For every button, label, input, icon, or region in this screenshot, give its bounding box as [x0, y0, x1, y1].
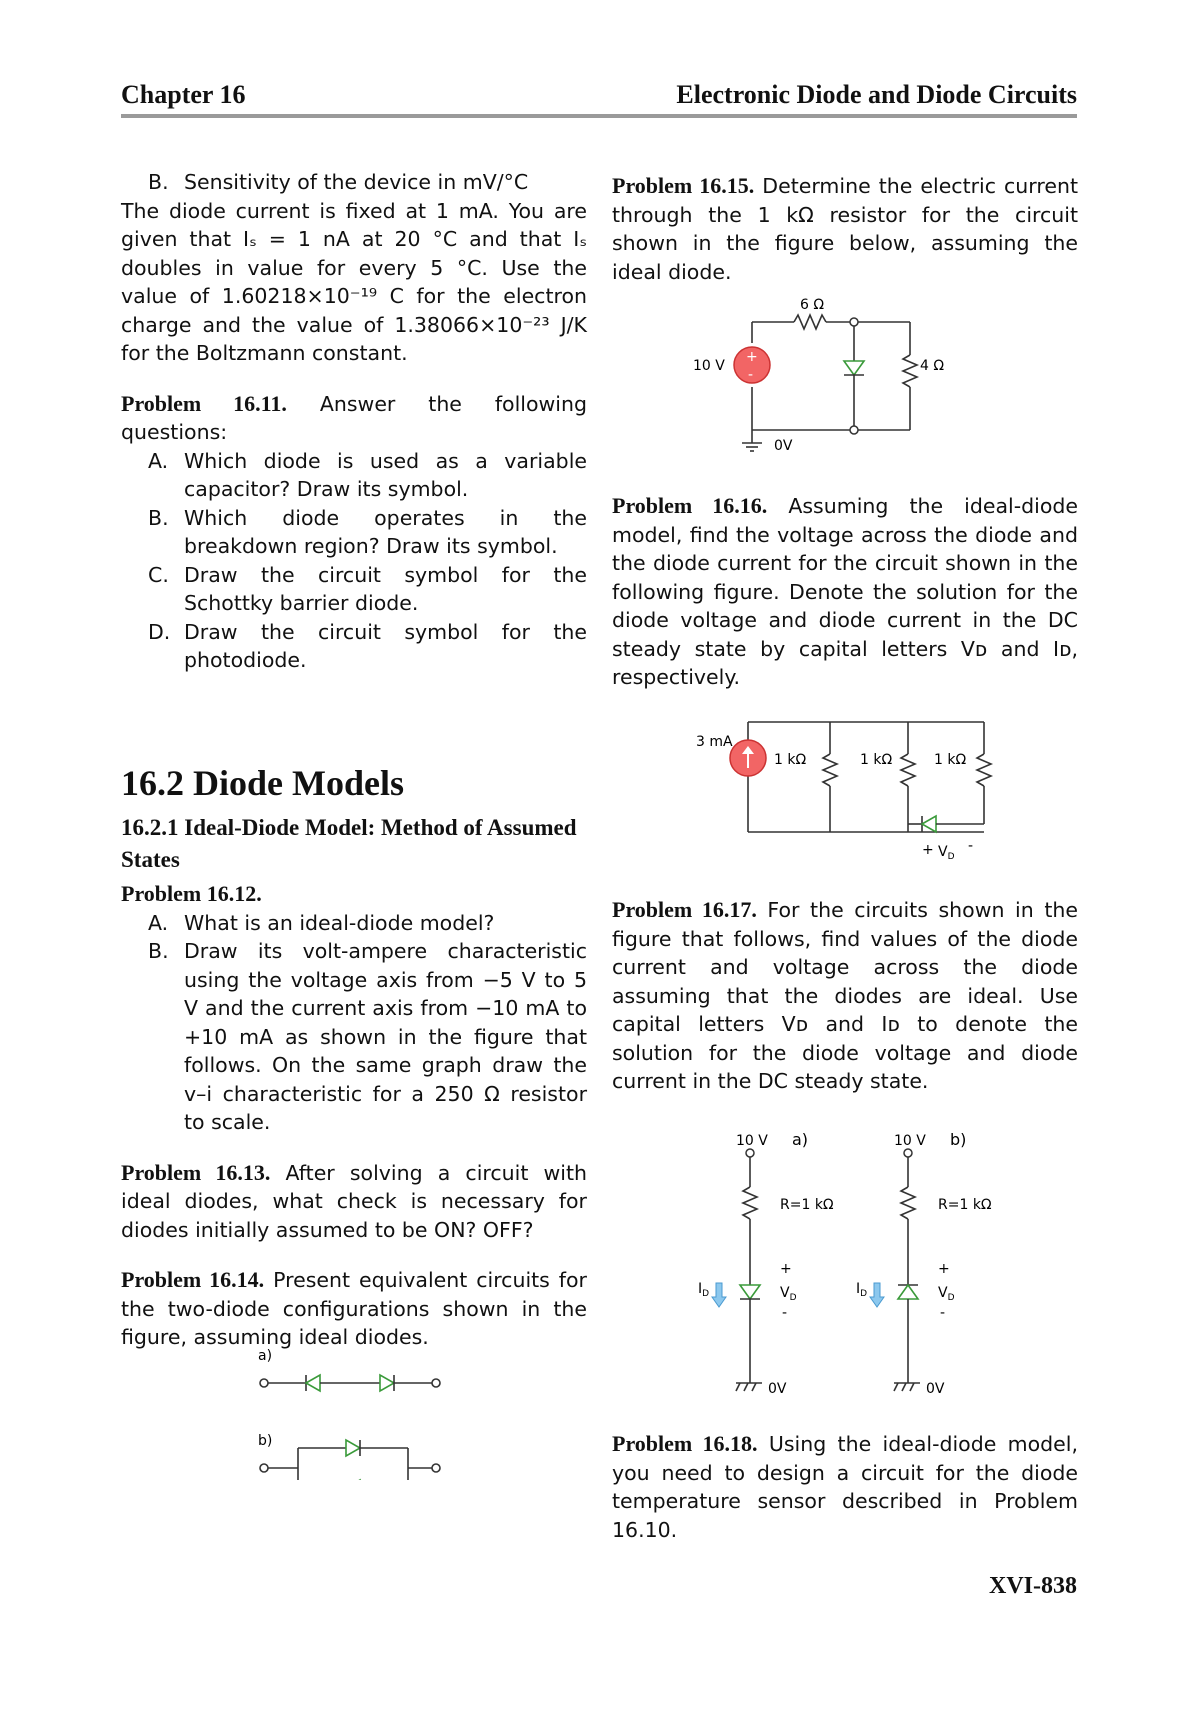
problem-16-13: Problem 16.13. After solving a circuit with ideal diodes, what check is necessary for diodes initially assumed to be ON? OFF?	[121, 1159, 587, 1242]
voltage-label: 10 V	[736, 1133, 768, 1149]
problem-16-11: Problem 16.11. Answer the following questions:	[121, 390, 587, 444]
right-column-p17	[612, 896, 1078, 1096]
chapter-title: Electronic Diode and Diode Circuits	[676, 80, 1077, 109]
ground-label: 0V	[774, 438, 793, 454]
problem-title: Problem 16.18.	[612, 1431, 758, 1456]
vd-minus: -	[782, 1305, 788, 1321]
problem-16-12-title: Problem 16.12.	[121, 881, 262, 906]
figure-16-15	[690, 285, 1010, 455]
vd-minus: -	[968, 838, 974, 854]
problem-title: Problem 16.11.	[121, 390, 287, 416]
resistor-label: 1 kΩ	[934, 752, 967, 768]
left-column	[121, 168, 587, 675]
right-column	[612, 172, 1078, 286]
problem-16-17: Problem 16.17. For the circuits shown in the figure that follows, find values of the diode current and voltage across the diode assuming that the diodes are ideal. Use capital letters Vᴅ and Iᴅ to denote the solution for the diode voltage and diode current in the DC steady state.	[612, 897, 1078, 1093]
vd-label: $V_D$	[780, 1285, 797, 1303]
figure-16-14	[250, 1340, 470, 1480]
problem-title: Problem 16.17.	[612, 897, 757, 922]
subsection-title: 16.2.1 Ideal-Diode Model: Method of Assumed States	[121, 815, 577, 872]
id-label: $I_D$	[856, 1281, 868, 1299]
list-item: B. Which diode operates in the breakdown region? Draw its symbol.	[148, 505, 587, 558]
figure-16-16	[696, 712, 996, 862]
problem-16-16: Problem 16.16. Assuming the ideal-diode model, find the voltage across the diode and the diode current for the circuit shown in the following figure. Denote the solution for the diode voltage and diode current in the DC steady state by capital letters Vᴅ and Iᴅ, respectively.	[612, 493, 1078, 689]
page-header	[121, 80, 1077, 118]
fig-label-a: a)	[258, 1348, 273, 1364]
vd-label: $V_D$	[938, 844, 955, 862]
id-label: $I_D$	[698, 1281, 710, 1299]
resistor-label: 1 kΩ	[860, 752, 893, 768]
problem-16-15: Problem 16.15. Determine the electric current through the 1 kΩ resistor for the circuit shown in the figure below, assuming the ideal diode.	[612, 173, 1078, 284]
section-title: 16.2 Diode Models	[121, 763, 404, 803]
resistor-label: R=1 kΩ	[938, 1197, 992, 1213]
vd-plus: +	[922, 842, 934, 858]
list-item: A. Which diode is used as a variable capacitor? Draw its symbol.	[148, 448, 587, 501]
list-item: B. Draw its volt-ampere characteristic using the voltage axis from −5 V to 5 V and the current axis from −10 mA to +10 mA as shown in the figure that follows. On the same graph draw the v–i characteristic for a 250 Ω resistor to scale.	[148, 939, 587, 1134]
resistor-label: 4 Ω	[920, 358, 945, 374]
voltage-label: 10 V	[894, 1133, 926, 1149]
problem-title: Problem 16.14.	[121, 1267, 265, 1292]
ground-label: 0V	[926, 1381, 945, 1397]
fig-label-b: b)	[258, 1433, 273, 1449]
vd-plus: +	[938, 1261, 950, 1277]
vd-plus: +	[780, 1261, 792, 1277]
svg-text:-: -	[748, 367, 754, 383]
list-item: A. What is an ideal-diode model?	[148, 910, 495, 935]
chapter-label: Chapter 16	[121, 80, 246, 109]
problem-16-18: Problem 16.18. Using the ideal-diode model, you need to design a circuit for the diode temperature sensor described in Problem 16.10.	[612, 1431, 1078, 1542]
right-column-p18	[612, 1430, 1078, 1544]
ground-label: 0V	[768, 1381, 787, 1397]
source-label: 10 V	[693, 358, 725, 374]
problem-16-10-item-b: B. Sensitivity of the device in mV/°C	[148, 170, 529, 194]
list-item: D. Draw the circuit symbol for the photodiode.	[148, 619, 587, 672]
list-item: C. Draw the circuit symbol for the Schottky barrier diode.	[148, 562, 587, 615]
vd-minus: -	[940, 1305, 946, 1321]
figure-16-17	[690, 1125, 1010, 1410]
problem-title: Problem 16.13.	[121, 1159, 271, 1185]
problem-title: Problem 16.16.	[612, 493, 768, 518]
problem-title: Problem 16.15.	[612, 173, 755, 198]
problem-16-10-body: The diode current is fixed at 1 mA. You are given that Iₛ = 1 nA at 20 °C and that Iₛ doubles in value for every 5 °C. Use the value of 1.60218×10⁻¹⁹ C for the electron charge and the value of 1.38066×10⁻²³ J/K for the Boltzmann constant.	[121, 198, 587, 365]
resistor-label: 6 Ω	[800, 297, 825, 313]
left-column-lower	[121, 880, 587, 1352]
right-column-p16	[612, 492, 1078, 692]
page-number: XVI-838	[989, 1573, 1077, 1599]
vd-label: $V_D$	[938, 1285, 955, 1303]
fig-label-b: b)	[950, 1130, 967, 1149]
resistor-label: R=1 kΩ	[780, 1197, 834, 1213]
problem-16-14: Problem 16.14. Present equivalent circuits for the two-diode configurations shown in the figure, assuming ideal diodes.	[121, 1267, 587, 1349]
fig-label-a: a)	[792, 1130, 809, 1149]
source-label: 3 mA	[696, 734, 733, 750]
svg-text:+: +	[746, 349, 758, 365]
resistor-label: 1 kΩ	[774, 752, 807, 768]
